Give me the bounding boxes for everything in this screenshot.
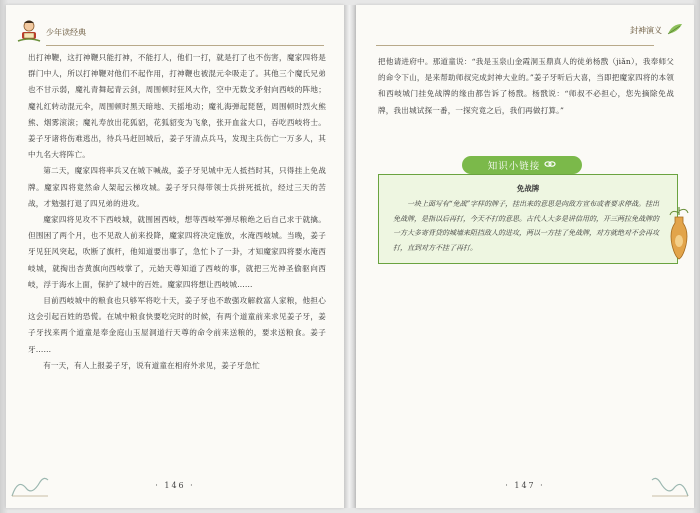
knowledge-box <box>378 174 678 264</box>
page-number-value: 147 <box>514 481 536 490</box>
left-page <box>6 5 344 508</box>
paragraph: 目前西岐城中的粮食也只够军将吃十天，姜子牙也不敢强攻解救富人家粮，他担心这会引起百姓的恐慌。在城中粮食快要吃完时的时候，有两个道童前来求见姜子牙，姜子牙找来两个道童是奉金庭山玉屋洞道行天尊的命令前来送粮的，要求送粮食。姜子牙…… <box>28 296 326 354</box>
header-divider <box>46 45 324 46</box>
knowledge-header-label: 知识小链接 <box>487 161 541 172</box>
knowledge-paragraph: 一块上面写有“免战”字样的牌子，挂出来的意思是向敌方宣布或者要求停战。挂出免战牌，是指以后再打，今天不打的意思。古代人大多是讲信用的，开三两拉免战牌的一方大多寄背贷的城墙来阻挡敌人的进攻，两以一方挂了免战牌，对方就绝对不会再攻打，直到对方不挂了再打。 <box>393 200 660 252</box>
right-page-header <box>630 21 684 40</box>
paragraph: 魔家四将见攻不下西岐城，就围困西岐，想等西岐军弹尽粮绝之后自己求于就擒。但围困了两个月，也不见敌人前来投降，魔家四将决定施放，水淹西岐城。当晚，姜子牙见狂风突起，吹断了旗杆，他知道要出事了，急忙卜了一卦，才知魔家四将要水淹西岐城，就掏出杏黄旗向西岐掌了，元始天尊知道了西岐的事，就把三光神圣偷驱向西岐，浮于海水上面，保护了城中的百姓。魔家四将想让西岐城…… <box>28 215 326 289</box>
left-page-header <box>16 17 86 47</box>
page-number: · 146 · <box>155 481 195 490</box>
chapter-title: 封神演义 <box>630 26 662 35</box>
book-gutter <box>344 5 356 508</box>
header-divider <box>376 45 654 46</box>
paragraph: 第二天，魔家四将率兵又在城下喊战，姜子牙见城中无人抵挡时其，只得挂上免战牌。魔家四将竟然命人架起云梯攻城。姜子牙只得带领士兵拼死抵抗，经过三天的苦战，才勉强打退了四兄弟的进攻。 <box>28 166 326 208</box>
page-number: · 147 · <box>505 481 545 490</box>
series-title: 少年读经典 <box>46 27 86 37</box>
knowledge-text <box>393 197 663 255</box>
left-body-text <box>28 50 326 374</box>
right-page <box>356 5 694 508</box>
right-body-text <box>378 54 674 119</box>
knowledge-title: 免战牌 <box>516 184 540 193</box>
wave-ornament-icon <box>650 468 690 502</box>
link-icon <box>544 159 556 172</box>
vase-icon <box>668 205 690 269</box>
paragraph: 出打神鞭，这打神鞭只能打神，不能打人，他们一打，就是打了也不伤害，魔家四将是群门中人，所以打神鞭对他们不起作用，打神鞭也被混元伞吸走了。其他三个魔氏兄弟也不甘示弱，魔礼青舞起青云剑，周围顿时狂风大作，空中无数戈矛射向西岐的阵地；魔礼红转动混元伞，周围顿时黑天暗地、天摇地动；魔礼海弹起琵琶，周围顿时烈火熊熊、烟雾滚滚；魔礼寿放出花狐貂，花狐貂变为飞象，张开血盆大口，吞吃西岐将士。姜子牙诸将伤难逃出，待兵马赶回城后，姜子牙清点兵马，发现主兵伤亡一万多人，其中九名大将阵亡。 <box>28 53 326 160</box>
wave-ornament-icon <box>10 468 50 502</box>
reading-child-icon <box>16 17 42 47</box>
paragraph: 把他请进府中。那道童说：“我是玉泉山金霞洞玉鼎真人的徒弟杨戬（jiǎn），我奉师父的命令下山，是来帮助师叔完成封神大业的。”姜子牙听后大喜，当即把魔家四将的本领和西岐城门挂免战牌的缘由都告诉了杨戬。杨戬说：“师叔不必担心，您先摘除免战牌，我出城试探一番，一探究竟之后，我们再做打算。” <box>378 57 674 115</box>
page-number-value: 146 <box>164 481 186 490</box>
knowledge-header <box>462 156 582 174</box>
leaf-icon <box>666 21 684 40</box>
paragraph: 有一天，有人上报姜子牙，说有道童在相府外求见，姜子牙急忙 <box>43 360 261 370</box>
